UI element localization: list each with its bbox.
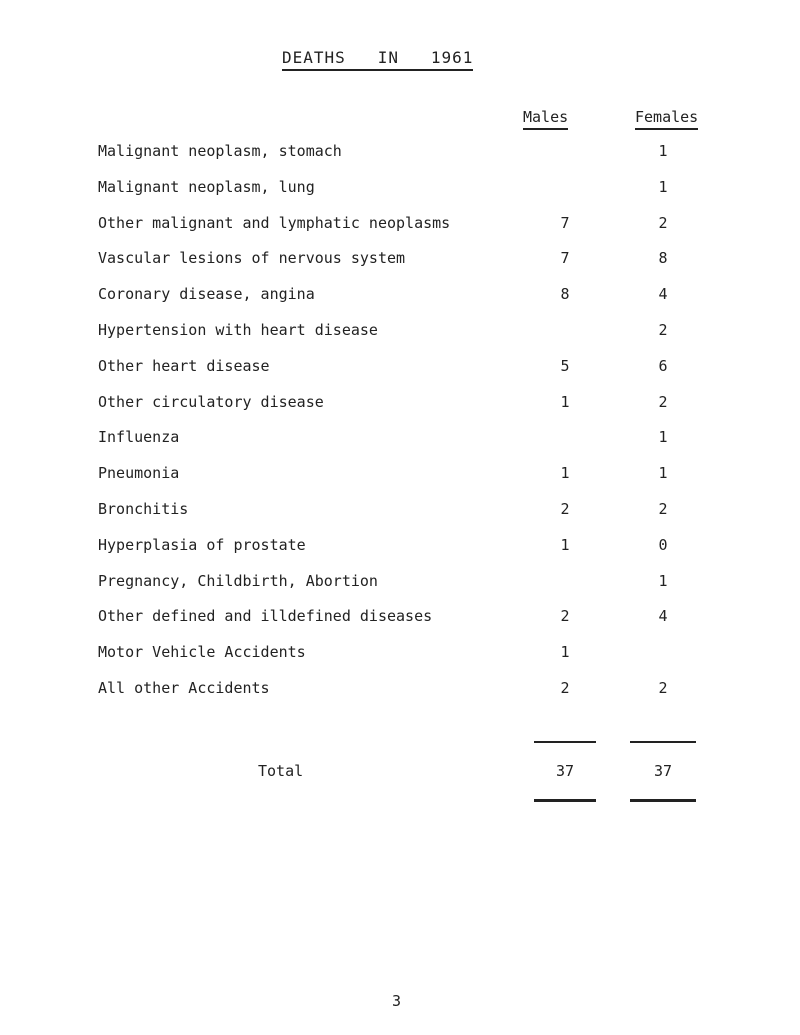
males-value: 1 bbox=[560, 535, 570, 554]
row-label: Influenza bbox=[98, 428, 180, 447]
row-label: Bronchitis bbox=[98, 499, 189, 518]
females-value: 6 bbox=[658, 356, 668, 375]
females-value: 4 bbox=[658, 285, 668, 304]
table-row bbox=[0, 321, 800, 357]
table-row bbox=[0, 500, 800, 536]
row-label: Malignant neoplasm, stomach bbox=[98, 142, 342, 160]
females-value: 0 bbox=[658, 535, 668, 554]
males-value: 1 bbox=[560, 392, 570, 411]
males-value: 5 bbox=[560, 356, 570, 375]
row-label: Vascular lesions of nervous system bbox=[98, 249, 406, 268]
row-label: Pneumonia bbox=[98, 464, 180, 483]
females-total-rule bbox=[630, 799, 696, 802]
deaths-table bbox=[0, 142, 800, 715]
males-total-rule bbox=[534, 799, 596, 802]
females-value: 1 bbox=[658, 142, 668, 160]
table-row bbox=[0, 643, 800, 679]
table-row bbox=[0, 428, 800, 464]
row-label: Pregnancy, Childbirth, Abortion bbox=[98, 571, 378, 590]
row-label: All other Accidents bbox=[98, 678, 270, 697]
page-title: DEATHS IN 1961 bbox=[282, 48, 473, 71]
females-value: 4 bbox=[658, 607, 668, 626]
row-label: Other heart disease bbox=[98, 356, 270, 375]
table-row bbox=[0, 536, 800, 572]
males-value: 2 bbox=[560, 678, 570, 697]
males-value: 2 bbox=[560, 607, 570, 626]
row-label: Other circulatory disease bbox=[98, 392, 324, 411]
males-value: 2 bbox=[560, 499, 570, 518]
females-value: 1 bbox=[658, 428, 668, 447]
table-row bbox=[0, 679, 800, 715]
table-row bbox=[0, 178, 800, 214]
row-label: Malignant neoplasm, lung bbox=[98, 177, 315, 196]
females-value: 2 bbox=[658, 392, 668, 411]
table-row bbox=[0, 393, 800, 429]
table-row bbox=[0, 285, 800, 321]
females-subtotal-rule bbox=[630, 741, 696, 743]
table-row bbox=[0, 464, 800, 500]
males-value: 7 bbox=[560, 213, 570, 232]
page-number: 3 bbox=[392, 992, 402, 1010]
table-row bbox=[0, 214, 800, 250]
females-value: 2 bbox=[658, 678, 668, 697]
males-value: 1 bbox=[560, 643, 570, 662]
females-value: 1 bbox=[658, 464, 668, 483]
males-subtotal-rule bbox=[534, 741, 596, 743]
row-label: Other defined and illdefined diseases bbox=[98, 607, 433, 626]
total-label: Total bbox=[258, 762, 304, 780]
females-value: 8 bbox=[658, 249, 668, 268]
table-row bbox=[0, 607, 800, 643]
row-label: Other malignant and lymphatic neoplasms bbox=[98, 213, 451, 232]
total-males: 37 bbox=[555, 762, 575, 780]
column-header-females: Females bbox=[635, 108, 698, 130]
table-row bbox=[0, 142, 800, 178]
column-header-males: Males bbox=[523, 108, 568, 130]
females-value: 1 bbox=[658, 571, 668, 590]
table-row bbox=[0, 249, 800, 285]
row-label: Hyperplasia of prostate bbox=[98, 535, 306, 554]
males-value: 8 bbox=[560, 285, 570, 304]
table-row bbox=[0, 572, 800, 608]
row-label: Motor Vehicle Accidents bbox=[98, 643, 306, 662]
females-value: 2 bbox=[658, 213, 668, 232]
males-value: 7 bbox=[560, 249, 570, 268]
females-value: 2 bbox=[658, 499, 668, 518]
females-value: 1 bbox=[658, 177, 668, 196]
row-label: Hypertension with heart disease bbox=[98, 320, 378, 339]
row-label: Coronary disease, angina bbox=[98, 285, 315, 304]
table-row bbox=[0, 357, 800, 393]
females-value: 2 bbox=[658, 320, 668, 339]
total-females: 37 bbox=[653, 762, 673, 780]
males-value: 1 bbox=[560, 464, 570, 483]
